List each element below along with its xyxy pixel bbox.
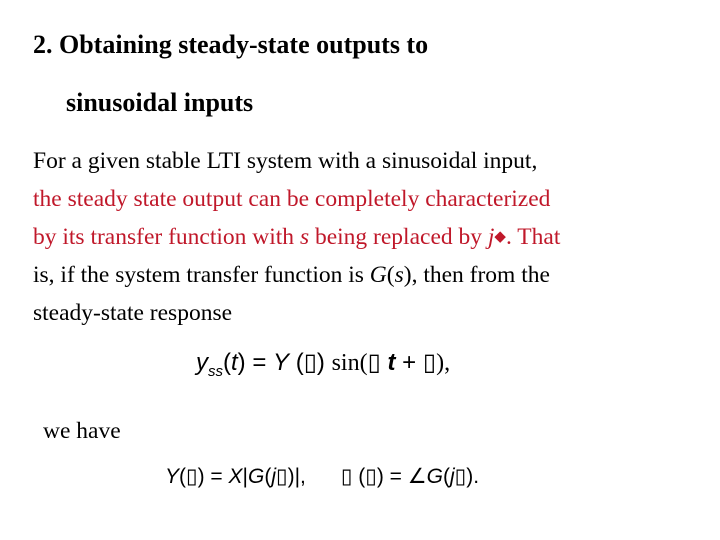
missing-glyph-box: ▯	[303, 349, 317, 376]
body-line-3	[33, 218, 693, 256]
body-text: is, if the system transfer function is	[33, 262, 370, 288]
eq-text: +	[395, 349, 423, 376]
eq-symbol: X	[228, 465, 243, 488]
missing-glyph-box: ▯	[186, 465, 198, 488]
body-paragraph	[33, 142, 693, 332]
slide-title-line-1: 2. Obtaining steady-state outputs to	[33, 30, 429, 59]
eq-symbol: j	[271, 465, 277, 488]
equation-amplitude-phase	[165, 464, 479, 489]
body-line-4	[33, 256, 693, 294]
eq-text: |	[294, 465, 301, 488]
eq-subscript: ss	[208, 363, 223, 380]
body-text: ), then from the	[403, 262, 550, 288]
missing-glyph-box: ▯	[340, 465, 353, 488]
eq-text: (	[223, 349, 231, 376]
eq-text: (	[442, 465, 450, 488]
eq-symbol: G	[248, 465, 265, 488]
body-line-5: steady-state response	[33, 300, 233, 326]
eq-text: )	[316, 349, 332, 376]
eq-text: (	[179, 465, 187, 488]
eq-symbol: y	[196, 349, 208, 376]
body-text: (	[386, 262, 395, 288]
variable-G: G	[369, 262, 387, 288]
eq-text: |	[242, 465, 248, 488]
missing-glyph-box: ▯	[276, 465, 288, 488]
eq-text: ) =	[197, 465, 229, 488]
eq-gap	[306, 465, 341, 488]
we-have-text: we have	[43, 418, 121, 444]
eq-symbol: G	[426, 465, 443, 488]
missing-glyph-box: ▯	[454, 465, 467, 488]
eq-symbol: t	[231, 349, 238, 376]
omega-symbol: ◆	[494, 229, 506, 245]
missing-glyph-box: ▯	[422, 349, 437, 376]
eq-symbol: t	[380, 349, 396, 376]
body-text: by its transfer function with	[33, 224, 300, 250]
eq-text: (	[352, 465, 366, 488]
eq-text: ),	[436, 350, 451, 376]
eq-function: sin	[331, 350, 360, 376]
body-line-2: the steady state output can be completely characterized	[33, 186, 551, 212]
variable-j: j	[487, 224, 495, 250]
eq-text: ) =	[237, 349, 274, 376]
eq-text: ) = ∠	[376, 465, 427, 488]
eq-text: ,	[300, 465, 306, 488]
body-text: being replaced by	[309, 224, 488, 250]
missing-glyph-box: ▯	[367, 349, 381, 376]
eq-symbol: j	[449, 465, 455, 488]
eq-text: (	[359, 350, 368, 376]
eq-text: (	[289, 349, 304, 376]
eq-text: ).	[466, 465, 480, 488]
variable-s: s	[394, 262, 404, 288]
slide-title-line-2: sinusoidal inputs	[66, 88, 254, 117]
eq-symbol: Y	[273, 349, 290, 376]
eq-symbol: Y	[165, 465, 180, 488]
eq-text: )	[287, 465, 295, 488]
body-line-1: For a given stable LTI system with a sinusoidal input,	[33, 148, 538, 174]
missing-glyph-box: ▯	[365, 465, 377, 488]
eq-text: (	[264, 465, 272, 488]
variable-s: s	[299, 224, 310, 250]
body-text: . That	[505, 224, 561, 250]
equation-steady-state-response	[196, 348, 450, 380]
